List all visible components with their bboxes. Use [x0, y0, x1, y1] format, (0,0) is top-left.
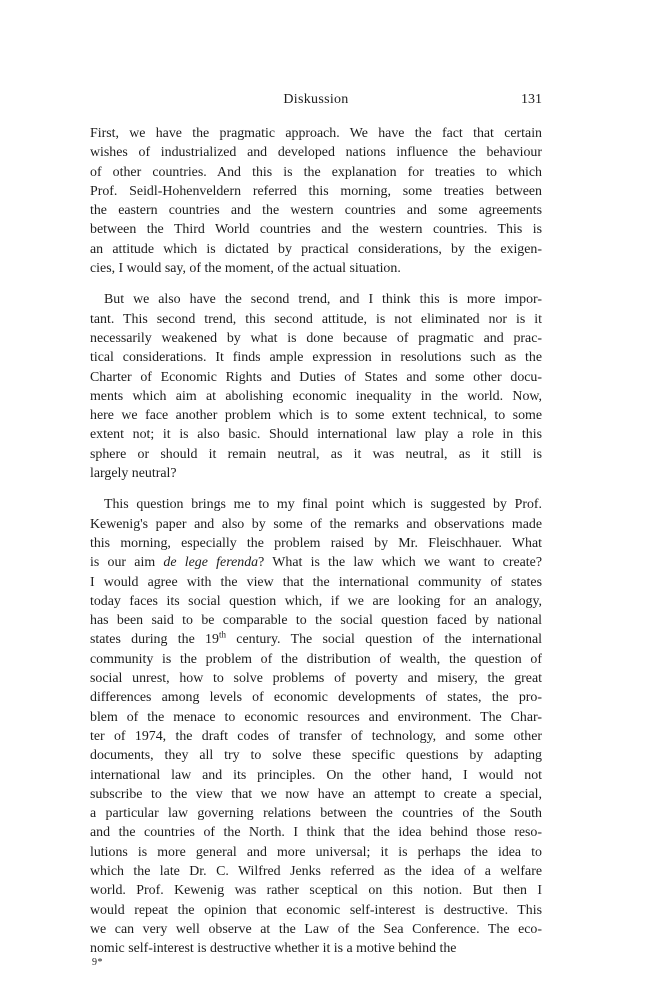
- text-line: nomic self-interest is destructive whether it is a motive behind the: [90, 941, 457, 957]
- text-line: ter of 1974, the draft codes of transfer of technology, and some other: [90, 728, 542, 744]
- text-line: documents, they all try to solve these specific questions by adapting: [90, 748, 542, 764]
- page-number: 131: [521, 92, 542, 107]
- text-line: would repeat the opinion that economic self-interest is destructive. This: [90, 902, 542, 918]
- text-line: here we face another problem which is to some extent technical, to some: [90, 408, 542, 424]
- text-line: international law and its principles. On the other hand, I would not: [90, 767, 542, 783]
- text-line: First, we have the pragmatic approach. We have the fact that certain: [90, 126, 542, 141]
- text-line: a particular law governing relations between the countries of the South: [90, 806, 542, 822]
- text-line: states during the 19th century. The social question of the international: [90, 629, 542, 648]
- text-line: largely neutral?: [90, 466, 177, 482]
- body-text: [90, 124, 542, 958]
- text-line: cies, I would say, of the moment, of the actual situation.: [90, 261, 401, 277]
- text-line: an attitude which is dictated by practical considerations, by the exigen-: [90, 241, 542, 257]
- paragraph-gap: [90, 483, 542, 495]
- text-line: and the countries of the North. I think that the idea behind those reso-: [90, 825, 542, 841]
- text-line: I would agree with the view that the international community of states: [90, 574, 542, 590]
- text-line: between the Third World countries and the western countries. This is: [90, 222, 542, 238]
- paragraph: [90, 495, 542, 958]
- text-line: we can very well observe at the Law of the Sea Conference. The eco-: [90, 921, 542, 937]
- text-line: subscribe to the view that we now have an attempt to create a special,: [90, 786, 542, 802]
- running-head: [90, 92, 542, 110]
- text-line: tical considerations. It finds ample expression in resolutions such as the: [90, 350, 542, 366]
- text-line: is our aim de lege ferenda? What is the law which we want to create?: [90, 555, 542, 571]
- paragraph-gap: [90, 278, 542, 290]
- text-line: which the late Dr. C. Wilfred Jenks referred as the idea of a welfare: [90, 863, 542, 879]
- text-line: this morning, especially the problem raised by Mr. Fleischhauer. What: [90, 535, 542, 551]
- running-title: Diskussion: [283, 92, 349, 107]
- text-line: extent not; it is also basic. Should international law play a role in this: [90, 427, 542, 443]
- text-line: Kewenig's paper and also by some of the remarks and observations made: [90, 516, 542, 532]
- text-line: differences among levels of economic developments of states, the pro-: [90, 690, 542, 706]
- text-line: Prof. Seidl-Hohenveldern referred this morning, some treaties between: [90, 183, 542, 199]
- text-line: wishes of industrialized and developed nations influence the behaviour: [90, 145, 542, 161]
- text-line: lutions is more general and more universal; it is perhaps the idea to: [90, 844, 542, 860]
- text-line: of other countries. And this is the explanation for treaties to which: [90, 164, 542, 180]
- text-line: But we also have the second trend, and I think this is more impor-: [104, 292, 542, 308]
- paragraph: [90, 290, 542, 483]
- text-line: community is the problem of the distribution of wealth, the question of: [90, 651, 542, 667]
- text-line: blem of the menace to economic resources and environment. The Char-: [90, 709, 542, 725]
- paragraph: [90, 124, 542, 278]
- text-line: ments which aim at abolishing economic inequality in the world. Now,: [90, 388, 542, 404]
- text-line: has been said to be comparable to the social question faced by national: [90, 613, 542, 629]
- text-line: social unrest, how to solve problems of poverty and misery, the great: [90, 671, 542, 687]
- text-line: world. Prof. Kewenig was rather sceptical on this notion. But then I: [90, 883, 542, 899]
- text-line: Charter of Economic Rights and Duties of States and some other docu-: [90, 369, 542, 385]
- signature-mark: 9*: [92, 957, 103, 968]
- text-line: This question brings me to my final point which is suggested by Prof.: [104, 497, 542, 513]
- text-line: tant. This second trend, this second attitude, is not eliminated nor is it: [90, 311, 542, 327]
- text-line: the eastern countries and the western countries and some agreements: [90, 203, 542, 219]
- text-line: sphere or should it remain neutral, as it was neutral, as it still is: [90, 446, 542, 462]
- text-line: necessarily weakened by what is done because of pragmatic and prac-: [90, 330, 542, 346]
- text-line: today faces its social question which, if we are looking for an analogy,: [90, 593, 542, 609]
